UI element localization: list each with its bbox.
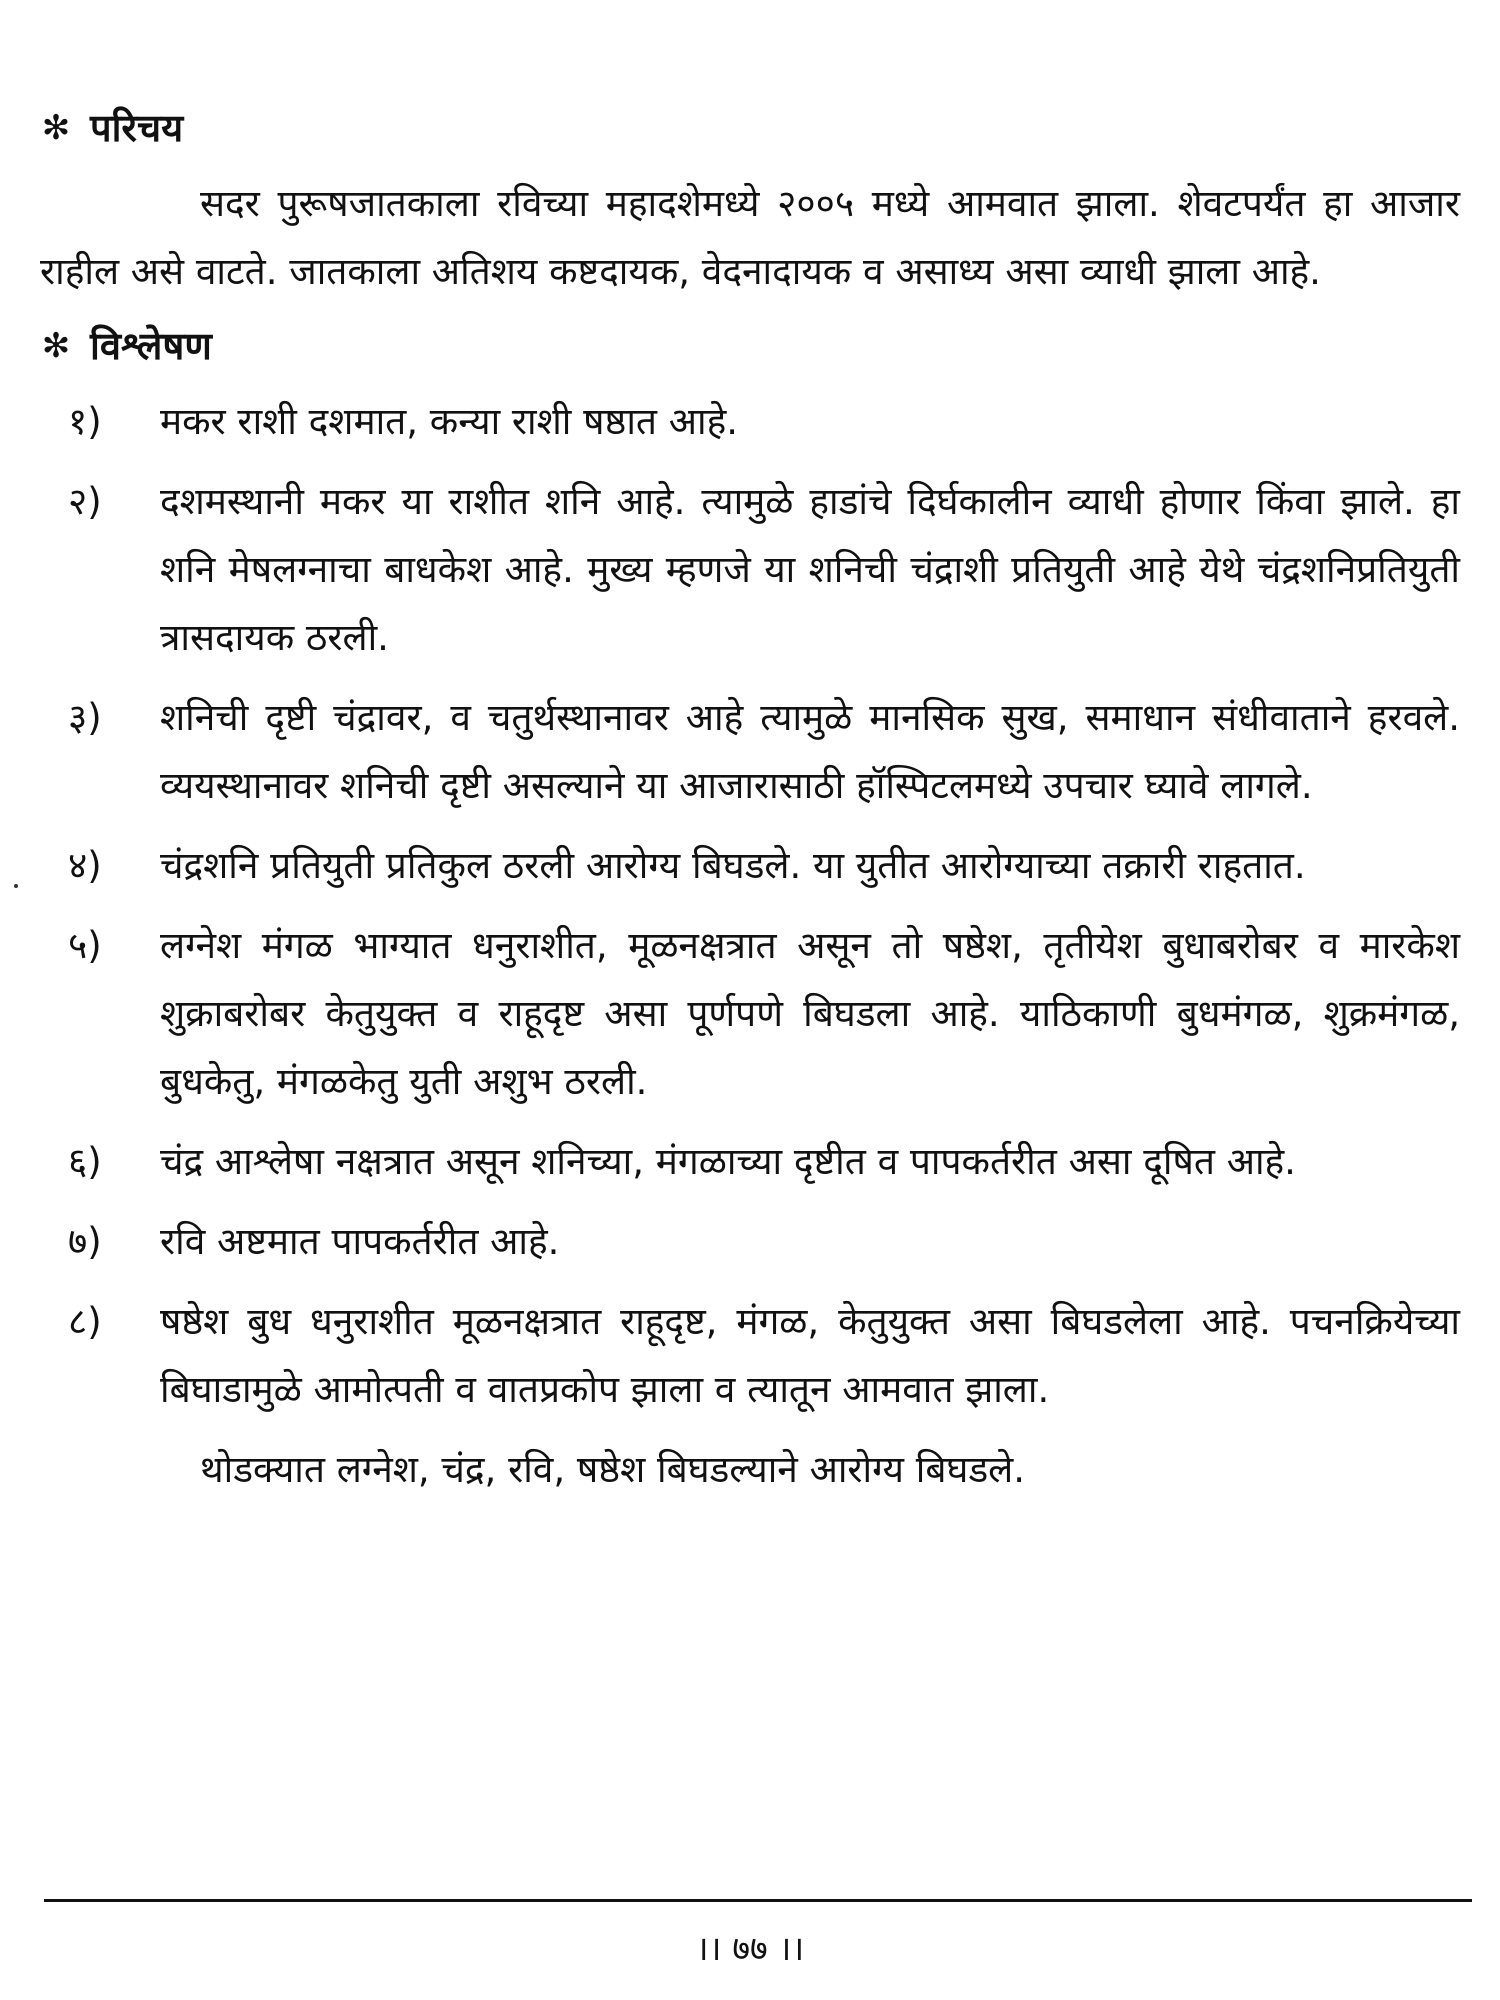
intro-heading (40, 100, 1460, 156)
asterisk-icon: ✻ (41, 108, 71, 148)
item-text: दशमस्थानी मकर या राशीत शनि आहे. त्यामुळे हाडांचे दिर्घकालीन व्याधी होणार किंवा झाले. हा शनि मेषलग्नाचा बाधकेश आहे. मुख्य म्हणजे या शनिची चंद्राशी प्रतियुती आहे येथे चंद्रशनिप्रतियुती त्रासदायक ठरली. (160, 480, 1460, 659)
list-item (40, 684, 1460, 820)
item-text: रवि अष्टमात पापकर्तरीत आहे. (160, 1220, 560, 1263)
conclusion-paragraph: थोडक्यात लग्नेश, चंद्र, रवि, षष्ठेश बिघडल्याने आरोग्य बिघडले. (200, 1448, 1025, 1491)
analysis-heading-text: विश्लेषण (90, 324, 212, 368)
page-number: ।। ७७ ।। (695, 1929, 805, 1969)
item-text: मकर राशी दशमात, कन्या राशी षष्ठात आहे. (160, 400, 738, 443)
list-item (40, 1128, 1460, 1196)
footer-divider (44, 1899, 1472, 1902)
item-text: शनिची दृष्टी चंद्रावर, व चतुर्थस्थानावर आहे त्यामुळे मानसिक सुख, समाधान संधीवाताने हरवले. व्ययस्थानावर शनिची दृष्टी असल्याने या आजारासाठी हॉस्पिटलमध्ये उपचार घ्यावे लागले. (160, 696, 1460, 807)
intro-paragraph: सदर पुरूषजातकाला रविच्या महादशेमध्ये २००५ मध्ये आमवात झाला. शेवटपर्यंत हा आजार राहील असे वाटते. जातकाला अतिशय कष्टदायक, वेदनादायक व असाध्य असा व्याधी झाला आहे. (40, 182, 1460, 293)
item-number: ८) (68, 1300, 102, 1343)
item-text: लग्नेश मंगळ भाग्यात धनुराशीत, मूळनक्षत्रात असून तो षष्ठेश, तृतीयेश बुधाबरोबर व मारकेश शुक्राबरोबर केतुयुक्त व राहूदृष्ट असा पूर्णपणे बिघडला आहे. याठिकाणी बुधमंगळ, शुक्रमंगळ, बुधकेतु, मंगळकेतु युती अशुभ ठरली. (160, 924, 1460, 1103)
analysis-list (40, 388, 1460, 1424)
item-number: २) (68, 480, 102, 523)
list-item (40, 1288, 1460, 1424)
item-number: ३) (68, 696, 102, 739)
asterisk-icon: ✻ (41, 326, 71, 366)
item-number: ४) (68, 844, 102, 887)
list-item (40, 912, 1460, 1116)
analysis-heading (40, 318, 1460, 374)
list-item (40, 832, 1460, 900)
item-number: ६) (68, 1140, 102, 1183)
intro-heading-text: परिचय (90, 106, 184, 150)
item-text: चंद्रशनि प्रतियुती प्रतिकुल ठरली आरोग्य बिघडले. या युतीत आरोग्याच्या तक्रारी राहतात. (160, 844, 1306, 887)
item-number: १) (68, 400, 102, 443)
list-item (40, 1208, 1460, 1276)
item-text: चंद्र आश्लेषा नक्षत्रात असून शनिच्या, मंगळाच्या दृष्टीत व पापकर्तरीत असा दूषित आहे. (160, 1140, 1296, 1183)
item-number: ५) (68, 924, 102, 967)
scan-speck (14, 884, 18, 888)
page-content (40, 100, 1460, 1504)
item-number: ७) (68, 1220, 102, 1263)
item-text: षष्ठेश बुध धनुराशीत मूळनक्षत्रात राहूदृष्ट, मंगळ, केतुयुक्त असा बिघडलेला आहे. पचनक्रियेच्या बिघाडामुळे आमोत्पती व वातप्रकोप झाला व त्यातून आमवात झाला. (160, 1300, 1460, 1411)
list-item (40, 468, 1460, 672)
list-item (40, 388, 1460, 456)
